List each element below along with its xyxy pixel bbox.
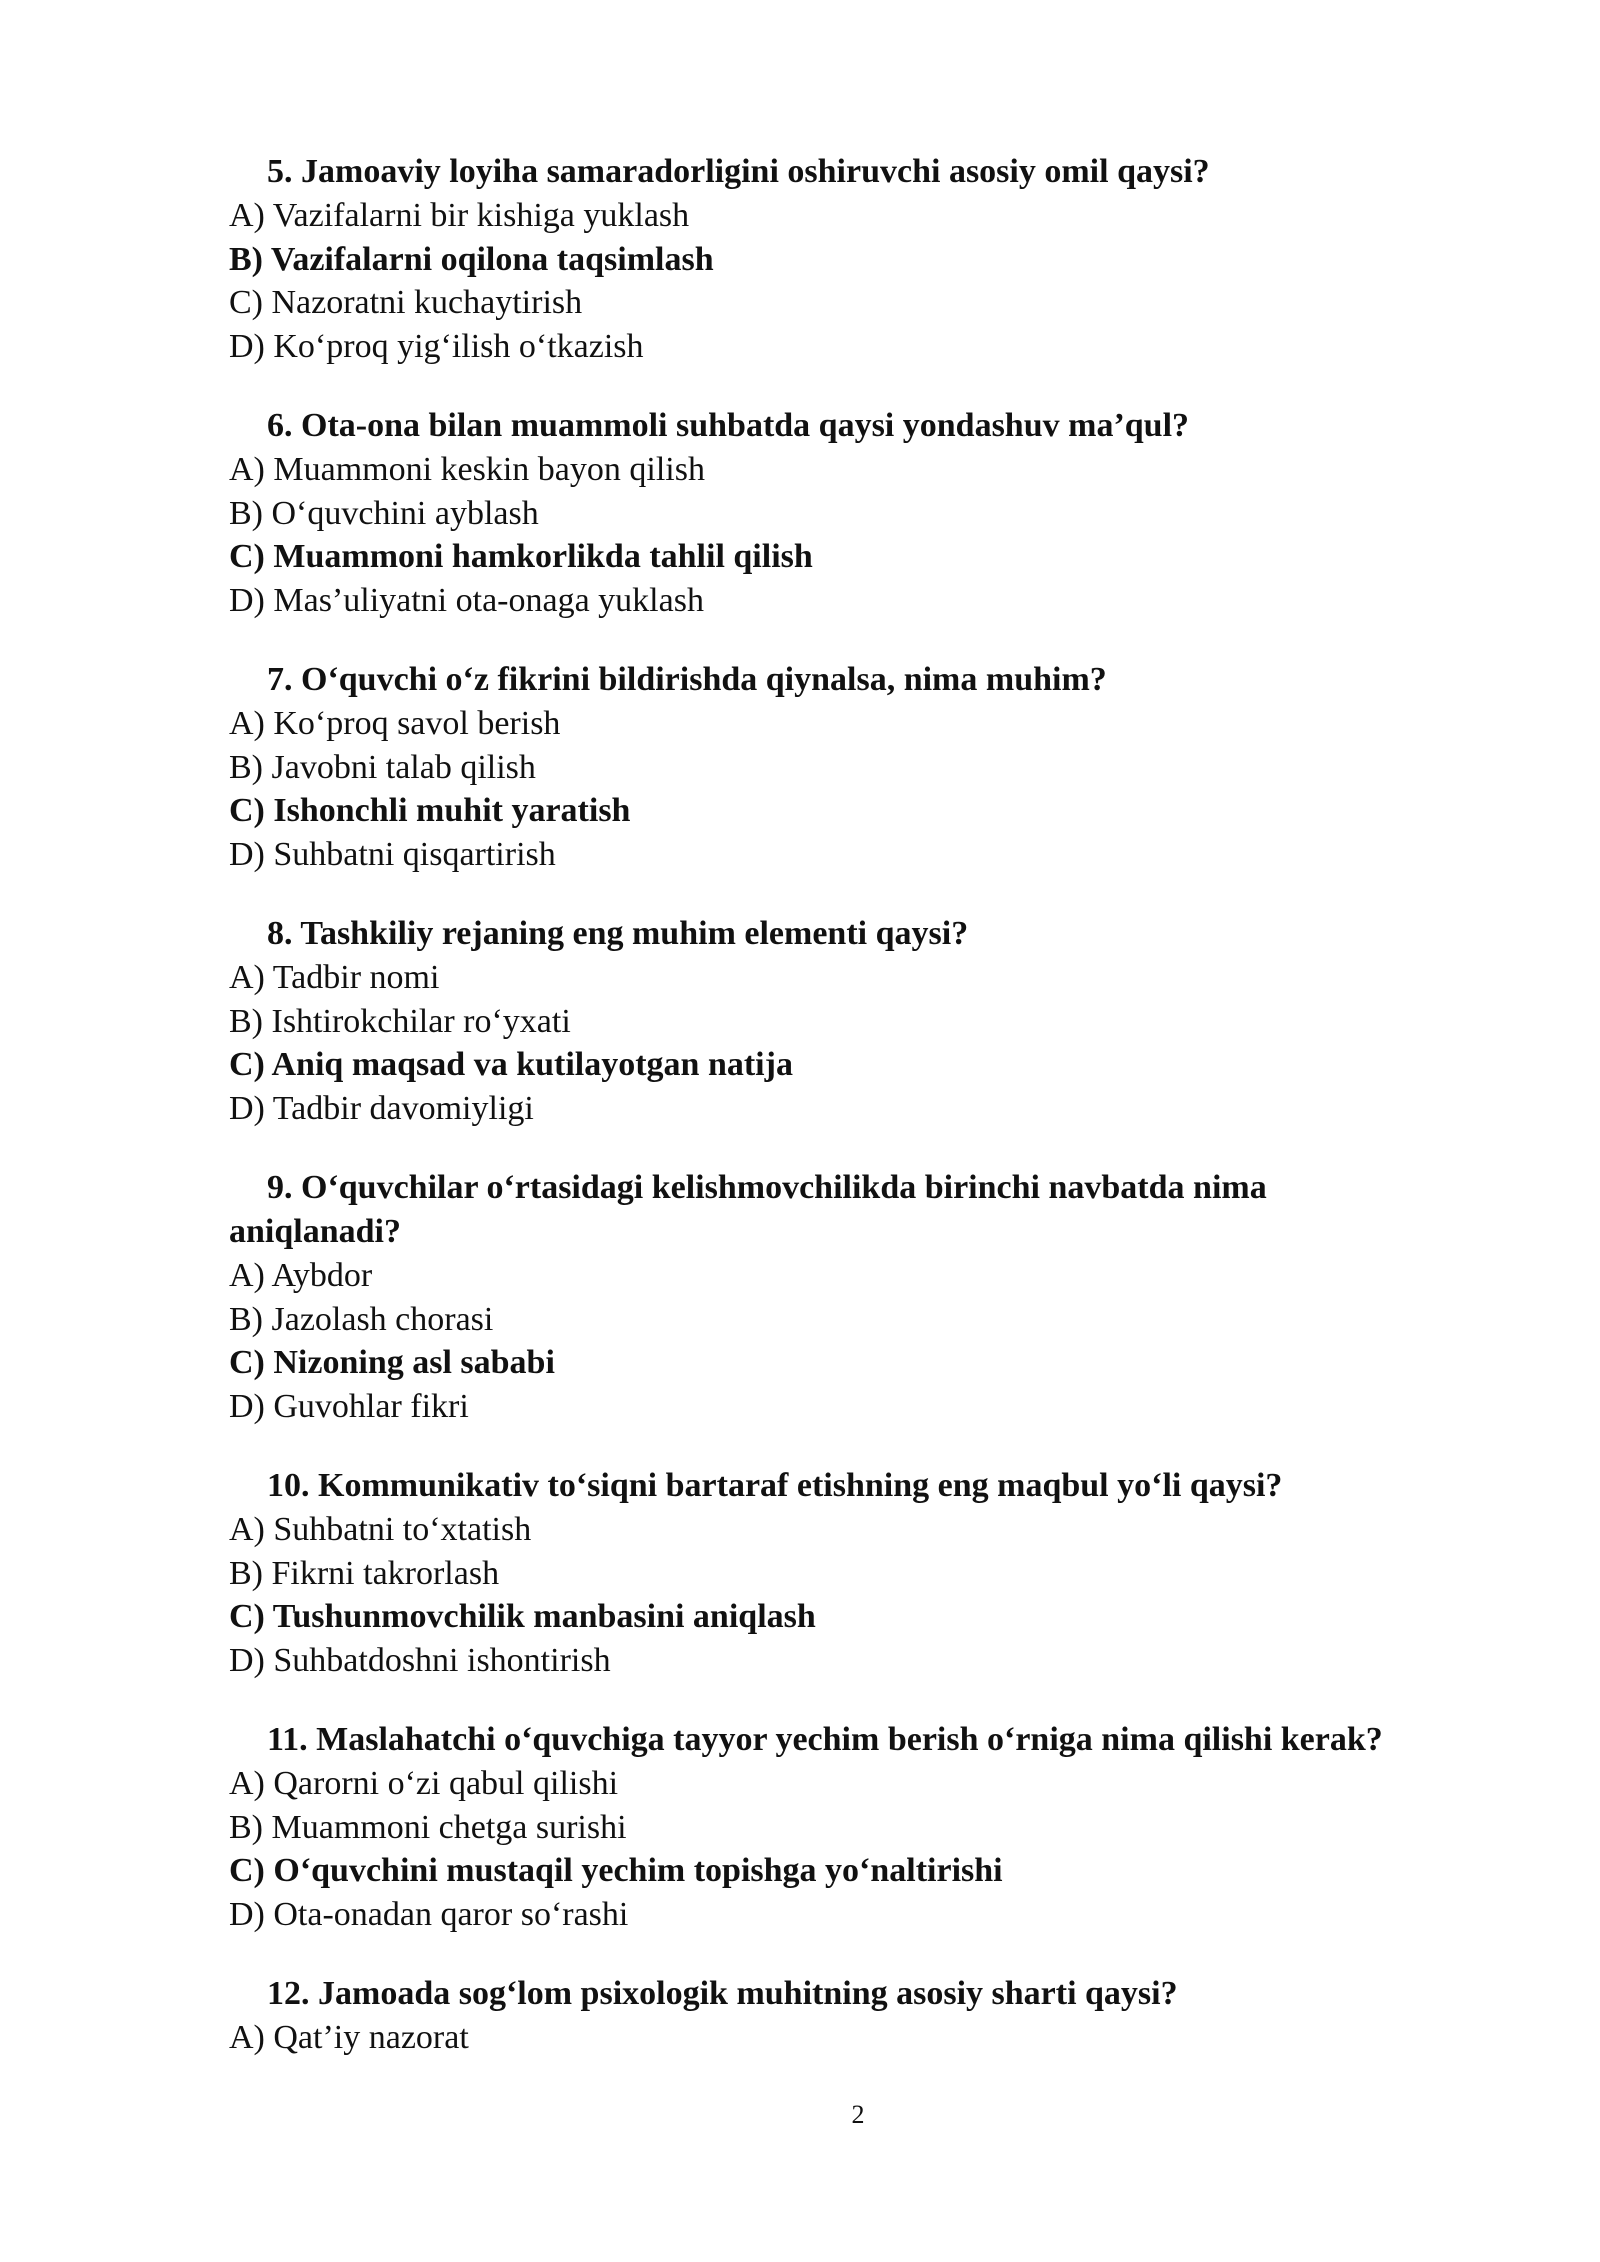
answer-option-correct: C) Tushunmovchilik manbasini aniqlash: [229, 1598, 816, 1635]
question-block: [229, 1972, 1409, 2060]
question-title: 5. Jamoaviy loyiha samaradorligini oshiruvchi asosiy omil qaysi?: [267, 153, 1210, 190]
question-block: [229, 1718, 1409, 1936]
answer-option: D) Mas’uliyatni ota-onaga yuklash: [229, 581, 704, 619]
answer-option: A) Vazifalarni bir kishiga yuklash: [229, 197, 690, 234]
question-title: 8. Tashkiliy rejaning eng muhim elementi qaysi?: [267, 915, 969, 952]
answer-option: B) Jazolash chorasi: [229, 1300, 494, 1338]
question-title: 6. Ota-ona bilan muammoli suhbatda qaysi yondashuv ma’qul?: [267, 407, 1190, 444]
answer-option: D) Guvohlar fikri: [229, 1387, 469, 1425]
question-block: [229, 1464, 1409, 1682]
answer-option: B) Fikrni takrorlash: [229, 1554, 500, 1592]
answer-option-correct: B) Vazifalarni oqilona taqsimlash: [229, 240, 714, 278]
answer-option: B) Javobni talab qilish: [229, 748, 536, 786]
answer-option: D) Tadbir davomiyligi: [229, 1089, 534, 1127]
answer-option: D) Ko‘proq yig‘ilish o‘tkazish: [229, 327, 644, 365]
answer-option: A) Qarorni o‘zi qabul qilishi: [229, 1765, 619, 1802]
answer-option-correct: C) O‘quvchini mustaqil yechim topishga yo‘naltirishi: [229, 1852, 1003, 1889]
question-block: [229, 912, 1409, 1130]
question-title: 12. Jamoada sog‘lom psixologik muhitning asosiy sharti qaysi?: [267, 1975, 1178, 2012]
answer-option: D) Suhbatni qisqartirish: [229, 835, 556, 873]
question-block: [229, 150, 1409, 368]
question-block: [229, 1166, 1409, 1428]
answer-option-correct: C) Aniq maqsad va kutilayotgan natija: [229, 1046, 793, 1083]
question-block: [229, 658, 1409, 876]
answer-option: B) O‘quvchini ayblash: [229, 494, 539, 532]
question-title: 11. Maslahatchi o‘quvchiga tayyor yechim berish o‘rniga nima qilishi kerak?: [267, 1721, 1383, 1758]
answer-option: D) Suhbatdoshni ishontirish: [229, 1641, 611, 1679]
answer-option: A) Ko‘proq savol berish: [229, 705, 561, 742]
answer-option-correct: C) Ishonchli muhit yaratish: [229, 792, 631, 829]
answer-option: A) Tadbir nomi: [229, 959, 440, 996]
page-number: 2: [851, 2100, 865, 2129]
question-title: 9. O‘quvchilar o‘rtasidagi kelishmovchilikda birinchi navbatda nima aniqlanadi?: [229, 1169, 1267, 1250]
answer-option: A) Suhbatni to‘xtatish: [229, 1511, 532, 1548]
answer-option: A) Muammoni keskin bayon qilish: [229, 451, 705, 488]
answer-option: B) Muammoni chetga surishi: [229, 1808, 627, 1846]
question-title: 7. O‘quvchi o‘z fikrini bildirishda qiynalsa, nima muhim?: [267, 661, 1107, 698]
answer-option-correct: C) Nizoning asl sababi: [229, 1344, 555, 1381]
question-title: 10. Kommunikativ to‘siqni bartaraf etishning eng maqbul yo‘li qaysi?: [267, 1467, 1283, 1504]
answer-option: A) Qat’iy nazorat: [229, 2019, 469, 2056]
answer-option: C) Nazoratni kuchaytirish: [229, 284, 583, 321]
question-block: [229, 404, 1409, 622]
answer-option-correct: C) Muammoni hamkorlikda tahlil qilish: [229, 538, 813, 575]
question-list: [229, 150, 1409, 2096]
answer-option: B) Ishtirokchilar ro‘yxati: [229, 1002, 571, 1040]
answer-option: D) Ota-onadan qaror so‘rashi: [229, 1895, 629, 1933]
answer-option: A) Aybdor: [229, 1257, 373, 1294]
